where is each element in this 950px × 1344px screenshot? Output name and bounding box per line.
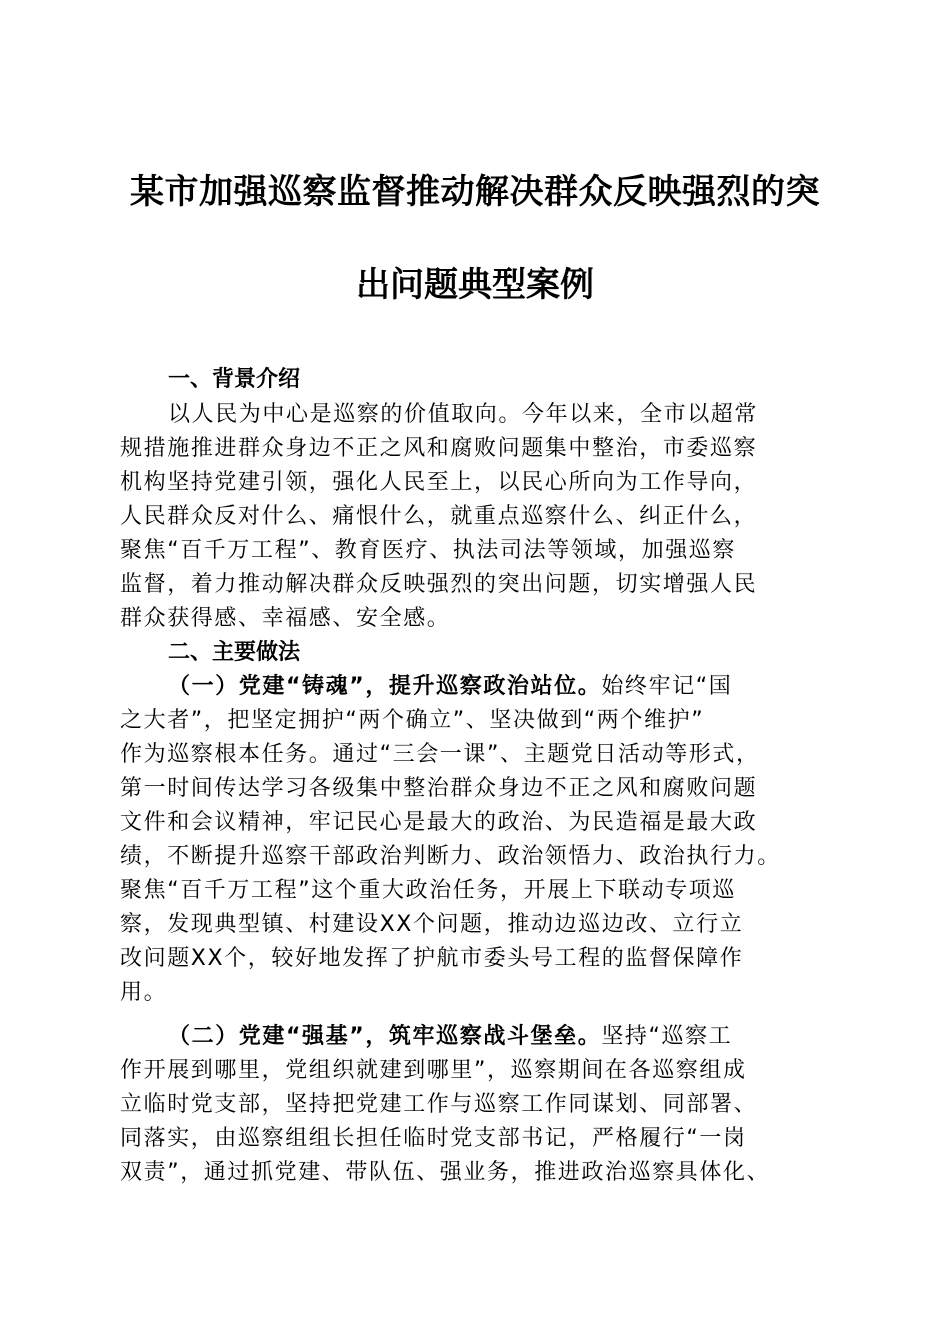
document-title-line-2: 出问题典型案例 xyxy=(356,265,594,305)
body-text-line: 作开展到哪里，党组织就建到哪里”，巡察期间在各巡察组成 xyxy=(120,1058,747,1083)
body-text-line: 用。 xyxy=(120,980,168,1005)
paragraph-first-line-rest: 始终牢记“国 xyxy=(601,674,733,699)
paragraph-lead-heading: （一）党建“铸魂”，提升巡察政治站位。 xyxy=(168,674,602,699)
body-text-line: 人民群众反对什么、痛恨什么，就重点巡察什么、纠正什么， xyxy=(120,504,758,529)
section-heading-main-practices: 二、主要做法 xyxy=(168,640,301,665)
document-title-line-1: 某市加强巡察监督推动解决群众反映强烈的突 xyxy=(130,172,820,212)
body-text-line: 改问题XX个，较好地发挥了护航市委头号工程的监督保障作 xyxy=(120,946,744,971)
body-text-line: 监督，着力推动解决群众反映强烈的突出问题，切实增强人民 xyxy=(120,572,758,597)
body-text-line: 群众获得感、幸福感、安全感。 xyxy=(120,606,451,631)
body-text-line: 文件和会议精神，牢记民心是最大的政治、为民造福是最大政 xyxy=(120,810,758,835)
body-text-line: 机构坚持党建引领，强化人民至上，以民心所向为工作导向， xyxy=(120,470,758,495)
body-text-line: 立临时党支部，坚持把党建工作与巡察工作同谋划、同部署、 xyxy=(120,1092,758,1117)
body-text-line: 同落实，由巡察组组长担任临时党支部书记，严格履行“一岗 xyxy=(120,1126,747,1151)
body-text-line: 之大者”，把坚定拥护“两个确立”、坚决做到“两个维护” xyxy=(120,708,705,733)
body-text-line: 第一时间传达学习各级集中整治群众身边不正之风和腐败问题 xyxy=(120,776,758,801)
body-text-line: 以人民为中心是巡察的价值取向。今年以来，全市以超常 xyxy=(168,402,759,427)
body-text-line: 察，发现典型镇、村建设XX个问题，推动边巡边改、立行立 xyxy=(120,912,744,937)
paragraph-first-line xyxy=(168,673,732,701)
paragraph-first-line xyxy=(168,1023,732,1051)
paragraph-lead-heading: （二）党建“强基”，筑牢巡察战斗堡垒。 xyxy=(168,1024,602,1049)
body-text-line: 作为巡察根本任务。通过“三会一课”、主题党日活动等形式， xyxy=(120,742,760,767)
body-text-line: 聚焦“百千万工程”、教育医疗、执法司法等领域，加强巡察 xyxy=(120,538,736,563)
body-text-line: 绩，不断提升巡察干部政治判断力、政治领悟力、政治执行力。 xyxy=(120,844,781,869)
body-text-line: 双责”，通过抓党建、带队伍、强业务，推进政治巡察具体化、 xyxy=(120,1160,771,1185)
body-text-line: 聚焦“百千万工程”这个重大政治任务，开展上下联动专项巡 xyxy=(120,878,736,903)
paragraph-first-line-rest: 坚持“巡察工 xyxy=(601,1024,733,1049)
body-text-line: 规措施推进群众身边不正之风和腐败问题集中整治，市委巡察 xyxy=(120,436,758,461)
section-heading-background: 一、背景介绍 xyxy=(168,367,301,392)
